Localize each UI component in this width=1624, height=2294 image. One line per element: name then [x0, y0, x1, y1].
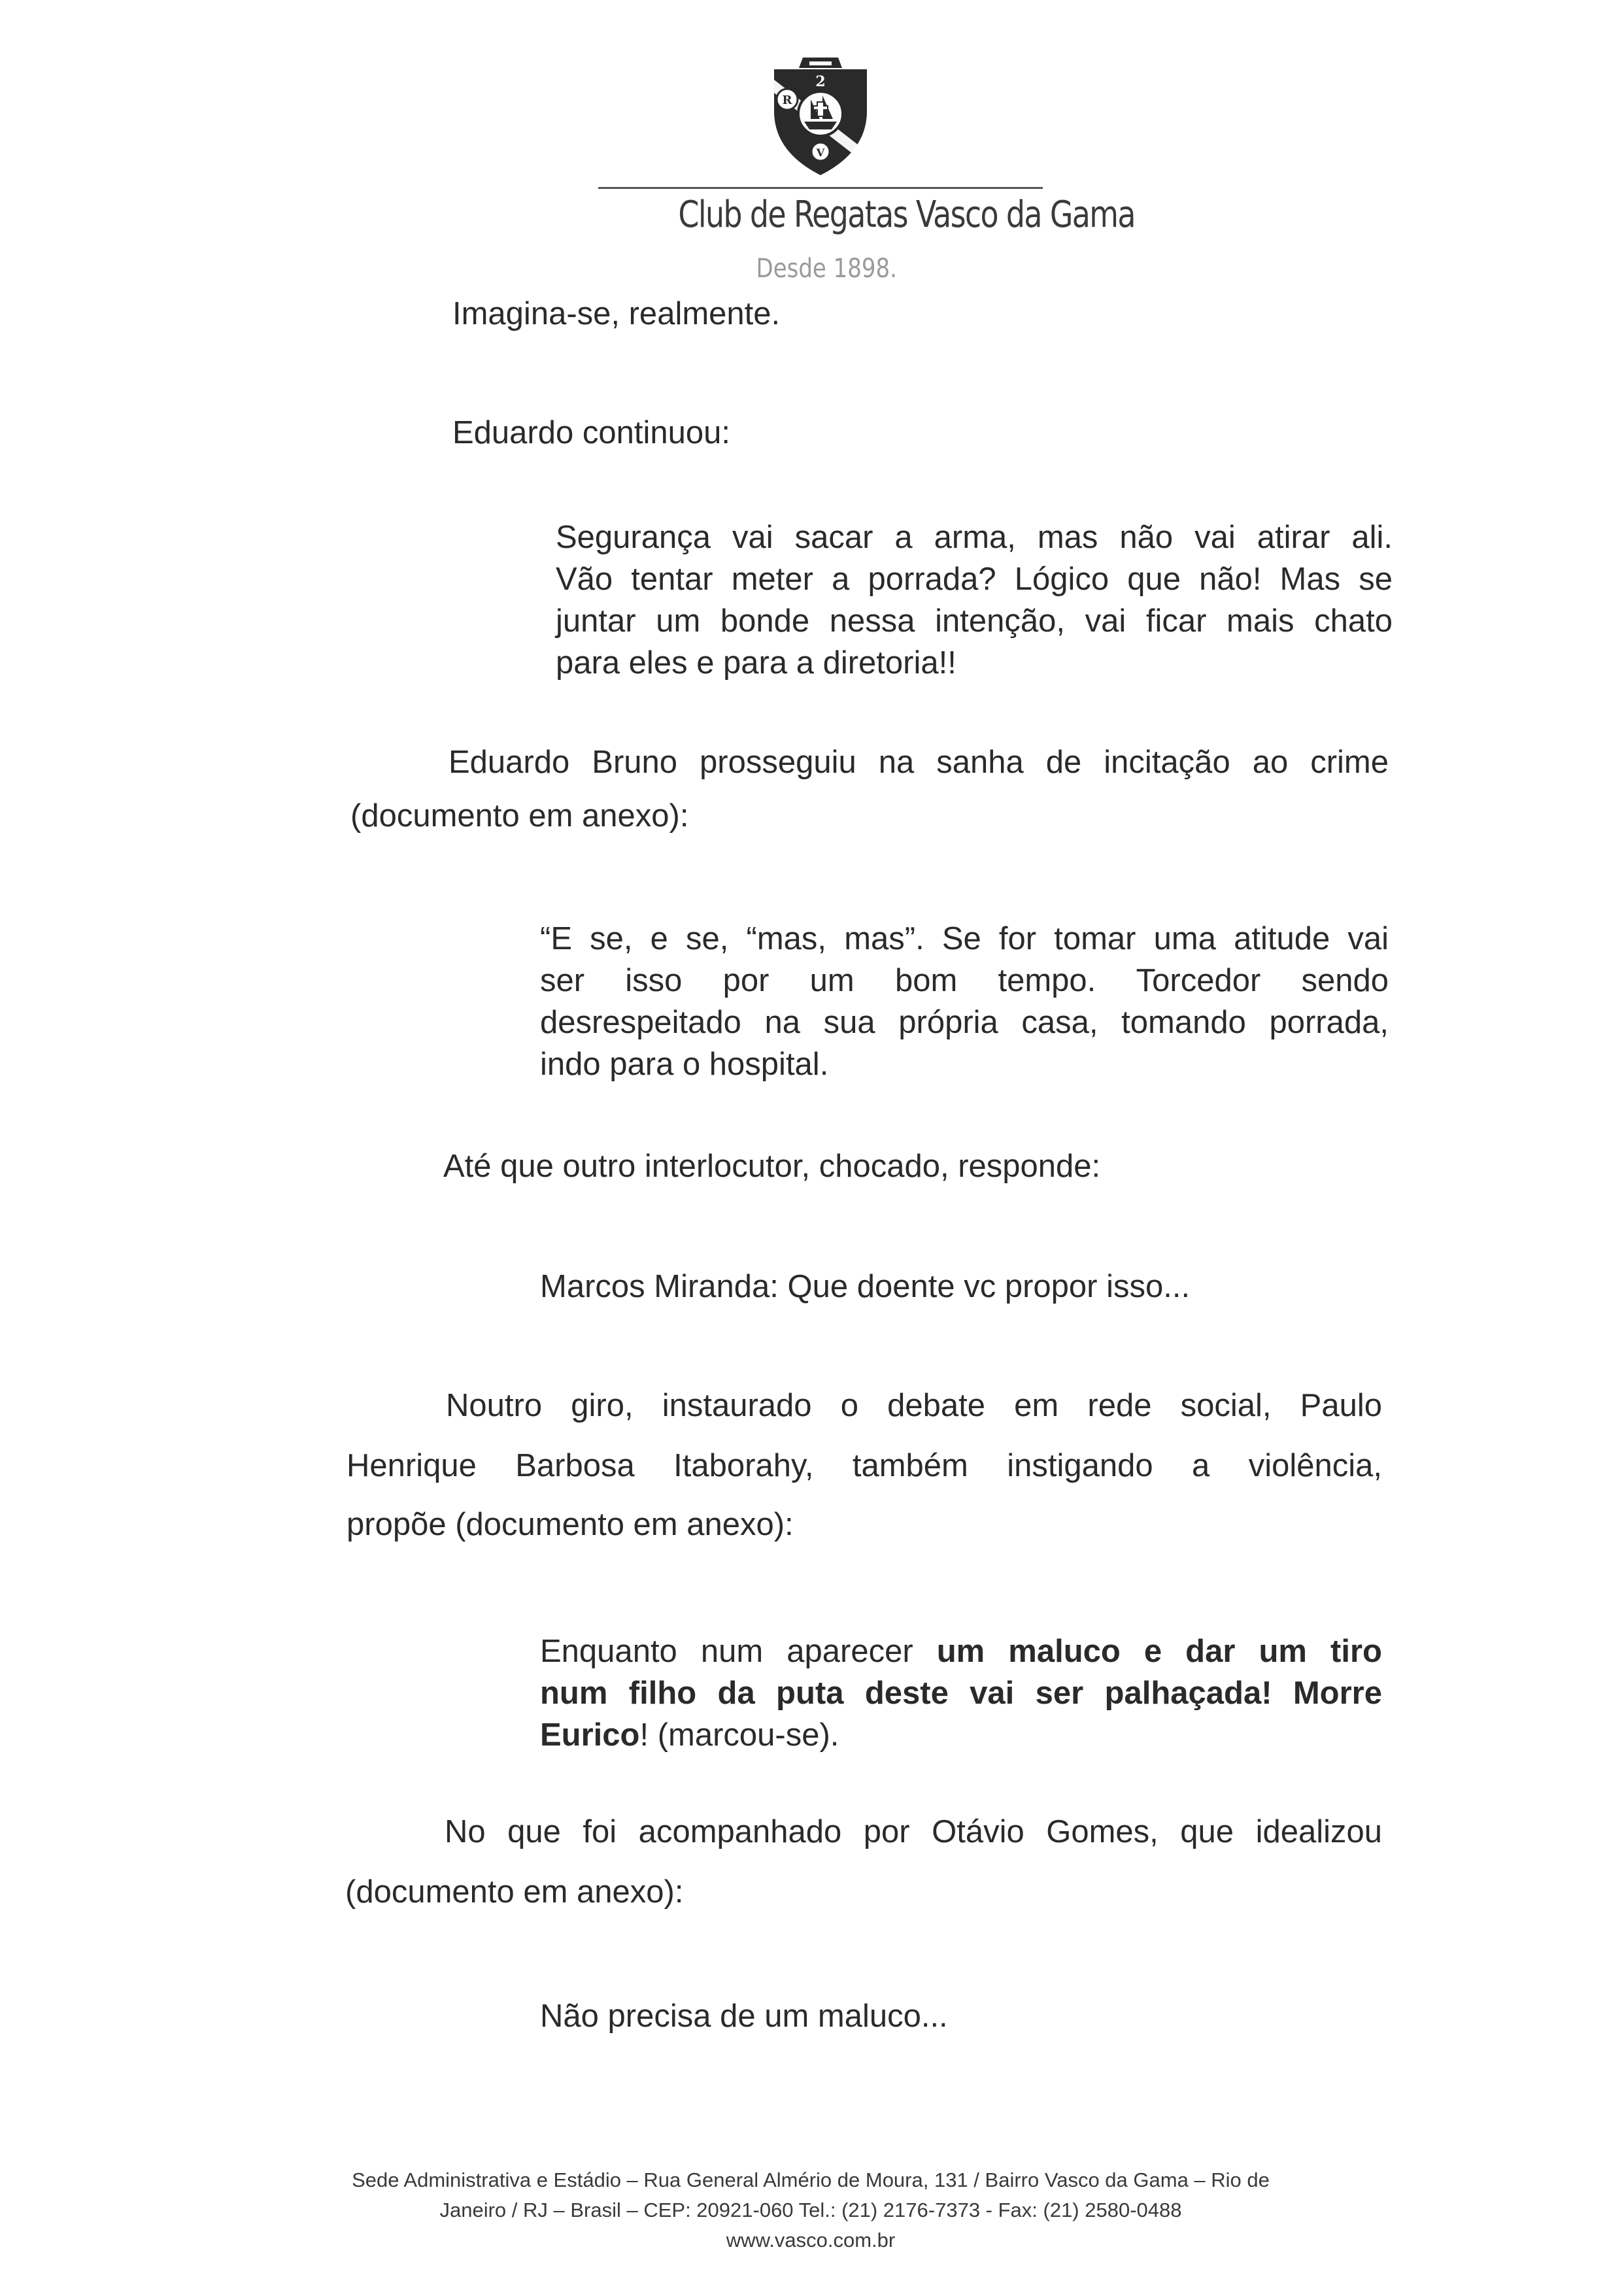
paragraph-4: Até que outro interlocutor, chocado, responde:: [443, 1149, 1101, 1184]
quote-4-line: [540, 1630, 1382, 1672]
quote-4-emphasis: um maluco e dar um tiro: [936, 1634, 1382, 1669]
paragraph-3-line: (documento em anexo):: [350, 798, 689, 834]
quote-1: [556, 516, 1393, 684]
paragraph-1: Imagina-se, realmente.: [452, 296, 781, 331]
footer-line: Janeiro / RJ – Brasil – CEP: 20921-060 Tel.: (21) 2176-7373 - Fax: (21) 2580-0488: [439, 2199, 1182, 2221]
quote-5: Não precisa de um maluco...: [540, 1999, 948, 2034]
svg-text:R: R: [782, 93, 792, 107]
quote-2-line: ser isso por um bom tempo. Torcedor sendo: [540, 963, 1389, 998]
paragraph-6-line: No que foi acompanhado por Otávio Gomes, que idealizou: [445, 1814, 1382, 1849]
quote-4-line: [540, 1714, 1382, 1756]
svg-text:V: V: [816, 146, 825, 159]
paragraph-2: Eduardo continuou:: [452, 415, 730, 450]
vasco-crest-icon: [770, 54, 871, 178]
svg-text:2: 2: [815, 73, 826, 90]
paragraph-5-line: propõe (documento em anexo):: [347, 1507, 794, 1542]
quote-4-emphasis: Eurico: [540, 1717, 640, 1753]
quote-4: [540, 1630, 1382, 1756]
quote-1-line: juntar um bonde nessa intenção, vai ficar mais chato: [556, 603, 1393, 639]
paragraph-5-line: Henrique Barbosa Itaborahy, também instigando a violência,: [347, 1448, 1382, 1483]
quote-1-line: Vão tentar meter a porrada? Lógico que não! Mas se: [556, 562, 1393, 597]
quote-4-emphasis: num filho da puta deste vai ser palhaçada! Morre: [540, 1676, 1382, 1711]
quote-1-line: para eles e para a diretoria!!: [556, 645, 956, 681]
quote-2: [540, 918, 1389, 1085]
footer-address: [262, 2165, 1360, 2255]
club-name: Club de Regatas Vasco da Gama: [678, 194, 1135, 236]
quote-2-line: desrespeitado na sua própria casa, tomando porrada,: [540, 1005, 1389, 1040]
quote-4-text: ! (marcou-se).: [639, 1717, 839, 1753]
paragraph-5-line: Noutro giro, instaurado o debate em rede social, Paulo: [446, 1388, 1382, 1423]
paragraph-3-line: Eduardo Bruno prosseguiu na sanha de incitação ao crime: [448, 745, 1389, 780]
quote-2-line: indo para o hospital.: [540, 1047, 829, 1082]
header-rule: [598, 187, 1043, 189]
quote-4-text: Enquanto num aparecer: [540, 1634, 937, 1669]
quote-2-line: “E se, e se, “mas, mas”. Se for tomar uma atitude vai: [540, 921, 1389, 956]
club-since: Desde 1898.: [756, 254, 897, 284]
quote-3: Marcos Miranda: Que doente vc propor isso...: [540, 1269, 1191, 1304]
paragraph-6-line: (documento em anexo):: [345, 1874, 684, 1910]
footer-website: www.vasco.com.br: [726, 2229, 896, 2252]
footer-line: Sede Administrativa e Estádio – Rua General Almério de Moura, 131 / Bairro Vasco da Gama – Rio de: [352, 2168, 1270, 2191]
quote-1-line: Segurança vai sacar a arma, mas não vai atirar ali.: [556, 520, 1393, 555]
